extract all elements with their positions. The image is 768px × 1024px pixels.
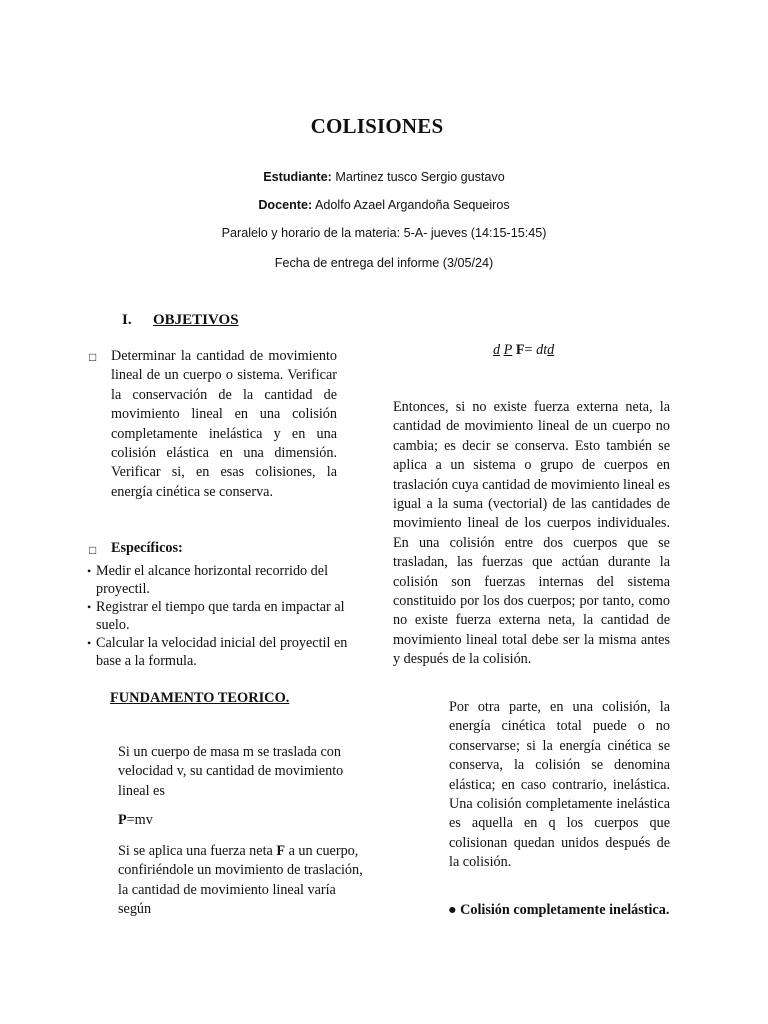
list-item: • Registrar el tiempo que tarda en impactar al suelo. — [87, 598, 370, 634]
student-label: Estudiante: — [263, 170, 332, 184]
checkbox-bullet-icon: □ — [89, 543, 97, 557]
teacher-line — [0, 197, 768, 213]
fundamento-heading: FUNDAMENTO TEORICO. — [110, 690, 290, 706]
momentum-symbol: P — [118, 812, 127, 828]
momentum-expression: =mv — [126, 812, 153, 828]
force-formula — [493, 342, 554, 359]
section-title: OBJETIVOS — [153, 312, 239, 328]
fundamento-paragraph-2 — [118, 842, 370, 920]
paragraph-2-end: a un cuerpo, confiriéndole un movimiento de traslación, la cantidad de movimiento lineal varía según — [118, 843, 363, 918]
specific-heading: Específicos: — [111, 540, 183, 556]
momentum-formula — [118, 812, 153, 829]
teacher-label: Docente: — [258, 198, 313, 212]
force-symbol: F — [276, 843, 286, 859]
list-item: • Calcular la velocidad inicial del proyectil en base a la formula. — [87, 634, 370, 670]
list-item: • Medir el alcance horizontal recorrido del proyectil. — [87, 562, 370, 598]
schedule-line: Paralelo y horario de la materia: 5-A- jueves (14:15-15:45) — [221, 226, 547, 240]
formula-dt: dt — [536, 342, 548, 358]
student-line — [0, 169, 768, 185]
student-name: Martinez tusco Sergio gustavo — [335, 170, 505, 184]
due-date-line: Fecha de entrega del informe (3/05/24) — [274, 256, 494, 270]
document-title: COLISIONES — [310, 114, 444, 138]
general-objective-text: Determinar la cantidad de movimiento lineal de un cuerpo o sistema. Verificar la conservación de la cantidad de movimiento lineal en una colisión completamente inelástica y en una colisión elástica en una dimensión. Verificar si, en esas colisiones, la energía cinética se conserva. — [111, 348, 337, 500]
teacher-name: Adolfo Azael Argandoña Sequeiros — [315, 198, 510, 212]
kinetic-energy-paragraph: Por otra parte, en una colisión, la energía cinética total puede o no conservarse; si la energía cinética se conserva, la colisión se denomina elástica; en caso contrario, inelástica. Una colisión completamente inelástica es aquella en q los cuerpos que colisionan quedan unidos después de la colisión. — [449, 699, 670, 871]
conservation-paragraph: Entonces, si no existe fuerza externa neta, la cantidad de movimiento lineal de un cuerpo no cambia; es decir se conserva. Esto también se aplica a un sistema o grupo de cuerpos en traslación cuya cantidad de movimiento lineal es igual a la suma (vectorial) de las cantidades de movimiento lineal de los cuerpos individuales. En una colisión entre dos cuerpos que se trasladan, las fuerzas que actúan durante la colisión son fuerzas internas del sistema constituido por los dos cuerpos; por tanto, como no existe fuerza externa neta, la cantidad de movimiento lineal total debe ser la misma antes y después de la colisión. — [393, 399, 670, 668]
formula-f: F — [515, 342, 525, 358]
inelastic-collision-label: Colisión completamente inelástica. — [460, 902, 670, 918]
objetivos-heading — [122, 312, 239, 329]
formula-equals: = — [524, 342, 537, 358]
inelastic-collision-item — [448, 902, 669, 919]
fundamento-paragraph-1: Si un cuerpo de masa m se traslada con velocidad v, su cantidad de movimiento lineal es — [118, 744, 344, 799]
specific-objectives-list — [87, 562, 370, 670]
paragraph-2-start: Si se aplica una fuerza neta — [118, 843, 277, 859]
black-circle-bullet-icon: ● — [448, 902, 457, 918]
section-number: I. — [122, 312, 132, 328]
formula-d: d — [493, 342, 501, 358]
formula-d-end: d — [547, 342, 555, 358]
checkbox-bullet-icon: □ — [89, 350, 97, 364]
formula-p: P — [503, 342, 513, 358]
